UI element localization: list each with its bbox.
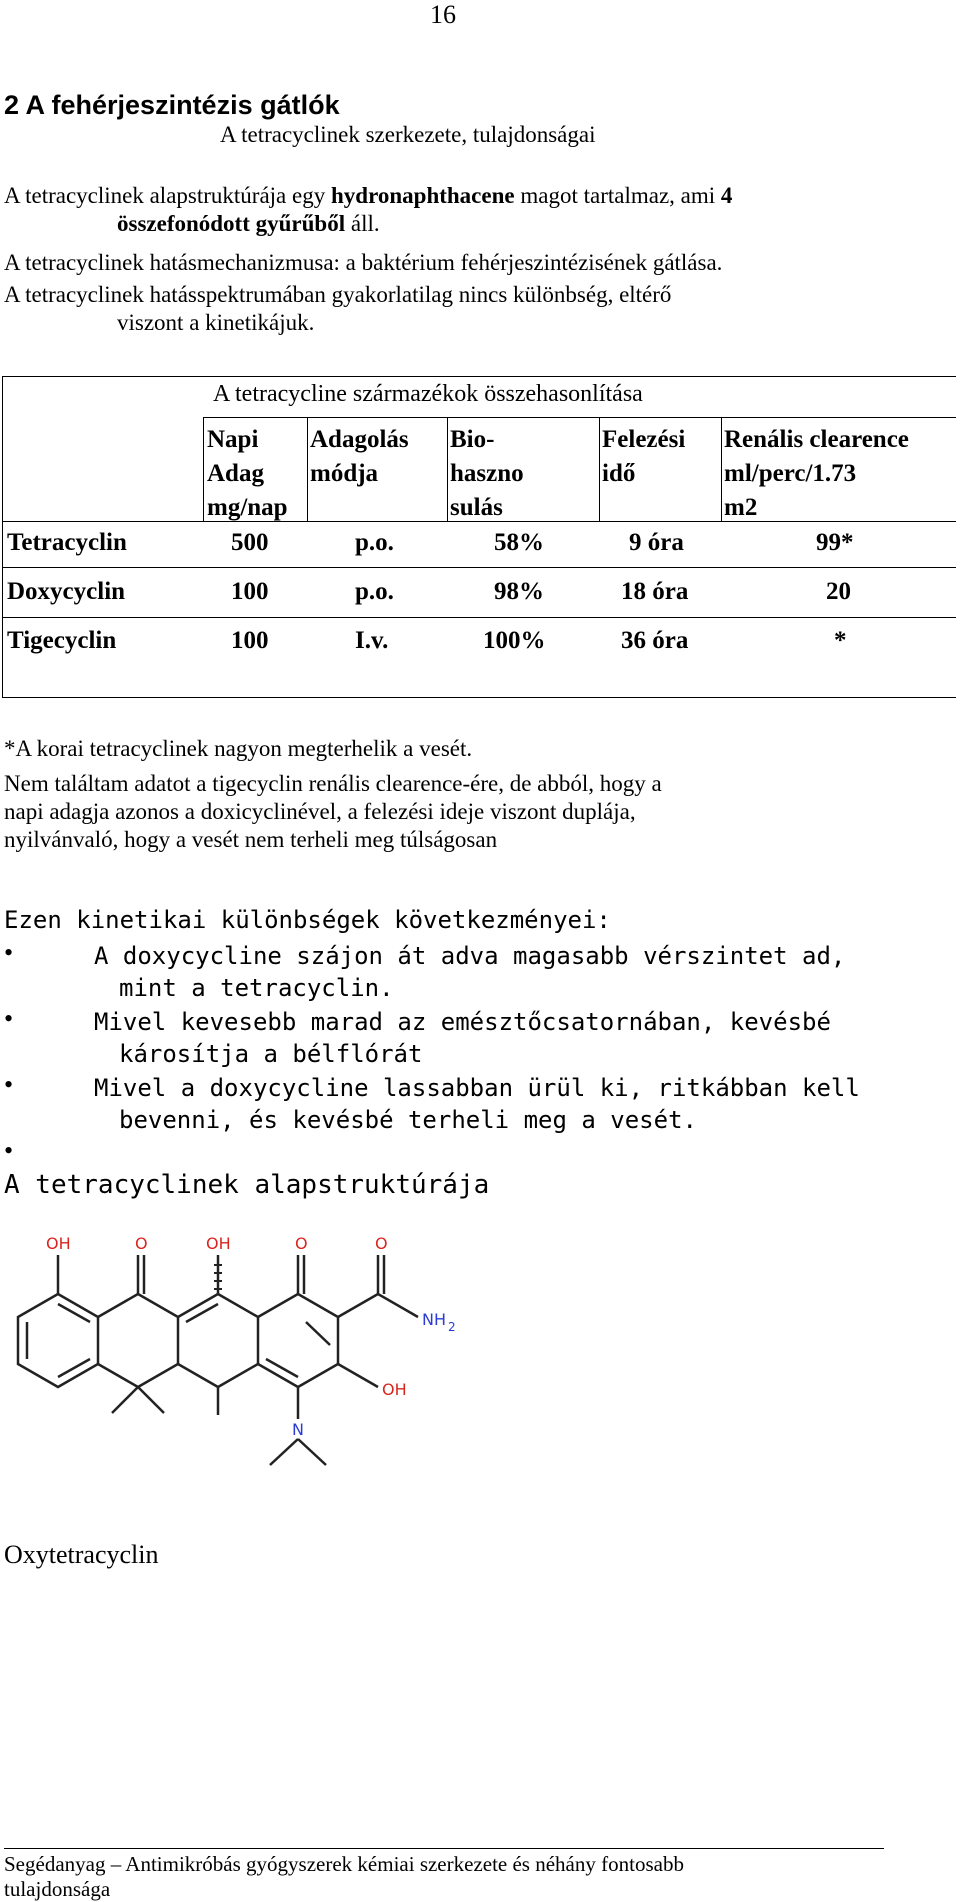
atom-label: O [135,1234,148,1253]
note-line: Nem találtam adatot a tigecyclin renális clearence-ére, de abból, hogy a [4,771,662,796]
intro-text: viszont a kinetikájuk. [117,310,315,335]
header-line: mg/nap [207,494,288,521]
table-cell-route: p.o. [355,578,394,605]
note-line: nyilvánvaló, hogy a vesét nem terheli meg túlságosan [4,827,498,852]
intro-paragraph-structure [4,182,944,238]
intro-bold-number: 4 [720,183,733,208]
bullet-line: Mivel kevesebb marad az emésztőcsatornában, kevésbé [94,1008,831,1036]
table-caption: A tetracycline származékok összehasonlítása [213,381,643,407]
table-divider [203,417,956,418]
header-line: Renális clearence [724,426,909,453]
bullet-marker: • [4,1136,14,1165]
header-line: haszno [450,460,524,487]
bullet-line: mint a tetracyclin. [119,974,394,1002]
atom-label: O [295,1234,308,1253]
table-divider [3,617,956,618]
table-cell-halflife: 36 óra [621,627,689,654]
bullet-line: A doxycycline szájon át adva magasabb vérszintet ad, [94,942,846,970]
header-line: ml/perc/1.73 [724,460,857,487]
atom-label: OH [46,1234,71,1253]
intro-text: magot tartalmaz, ami [514,183,721,208]
subheading: A tetracyclinek szerkezete, tulajdonságai [220,122,596,147]
table-cell-renal: * [834,627,847,654]
table-divider [447,417,448,521]
section-heading: 2 A fehérjeszintézis gátlók [4,90,340,120]
table-divider [721,417,722,521]
table-cell-route: I.v. [355,627,389,654]
figure-caption: Oxytetracyclin [4,1540,159,1569]
header-line: m2 [724,494,758,521]
molecule-bonds [18,1255,418,1465]
table-cell-bio: 98% [494,578,544,605]
page-number: 16 [430,0,456,29]
intro-bold-rings: összefonódott gyűrűből [117,211,346,236]
header-dose [207,423,288,525]
atom-label: OH [382,1380,407,1399]
kinetics-title: Ezen kinetikai különbségek következményei: [4,906,611,934]
header-route [310,423,409,491]
note-line: napi adagja azonos a doxicyclinével, a felezési ideje viszont duplája, [4,799,636,824]
header-line: sulás [450,494,503,521]
table-cell-bio: 100% [483,627,546,654]
intro-text: áll. [345,211,380,236]
header-renal-clearance [724,423,909,525]
footnote: *A korai tetracyclinek nagyon megterhelik a vesét. [4,736,473,761]
bullet-line: károsítja a bélflórát [119,1040,423,1068]
table-cell-halflife: 18 óra [621,578,689,605]
atom-label: 2 [448,1320,456,1334]
bullet-item [94,1006,831,1070]
bullet-marker: • [4,1004,14,1033]
atom-label: N [292,1420,304,1439]
header-line: Adagolás [310,426,409,453]
note-paragraph [4,770,944,854]
atom-label: NH [422,1310,446,1329]
intro-text: A tetracyclinek alapstruktúrája egy [4,183,331,208]
table-cell-dose: 100 [231,578,269,605]
table-divider [599,417,600,521]
header-halflife [602,423,685,491]
bullet-marker: • [4,938,14,967]
table-cell-route: p.o. [355,529,394,556]
table-cell-renal: 20 [826,578,851,605]
table-cell-drug: Doxycyclin [7,578,126,605]
tetracycline-structure-diagram [0,1225,500,1495]
header-bioavailability [450,423,524,525]
structure-title: A tetracyclinek alapstruktúrája [4,1170,490,1200]
bullet-line: Mivel a doxycycline lassabban ürül ki, ritkábban kell [94,1074,860,1102]
header-line: módja [310,460,379,487]
atom-label: OH [206,1234,231,1253]
footer-line: tulajdonsága [4,1877,111,1901]
table-cell-drug: Tigecyclin [7,627,117,654]
table-cell-halflife: 9 óra [629,529,684,556]
header-line: idő [602,460,636,487]
table-cell-dose: 100 [231,627,269,654]
footer-divider [4,1848,884,1849]
table-divider [203,417,204,521]
table-cell-renal: 99* [816,529,854,556]
header-line: Napi [207,426,259,453]
table-divider [3,567,956,568]
table-cell-drug: Tetracyclin [7,529,127,556]
bullet-line: bevenni, és kevésbé terheli meg a vesét. [119,1106,697,1134]
footer-line: Segédanyag – Antimikróbás gyógyszerek kémiai szerkezete és néhány fontosabb [4,1852,684,1876]
bullet-item [94,1072,860,1136]
table-divider [307,417,308,521]
atom-label: O [375,1234,388,1253]
header-line: Bio- [450,426,495,453]
bullet-marker: • [4,1070,14,1099]
molecule-labels [46,1234,456,1439]
page-footer [4,1852,884,1902]
intro-bold-term: hydronaphthacene [330,183,515,208]
comparison-table [2,376,956,698]
bullet-item [94,940,845,1004]
intro-paragraph-spectrum [4,281,944,337]
header-line: Adag [207,460,264,487]
intro-text: A tetracyclinek hatásspektrumában gyakorlatilag nincs különbség, eltérő [4,282,672,307]
intro-paragraph-mechanism: A tetracyclinek hatásmechanizmusa: a baktérium fehérjeszintézisének gátlása. [4,250,723,275]
table-cell-bio: 58% [494,529,544,556]
header-line: Felezési [602,426,686,453]
table-cell-dose: 500 [231,529,269,556]
